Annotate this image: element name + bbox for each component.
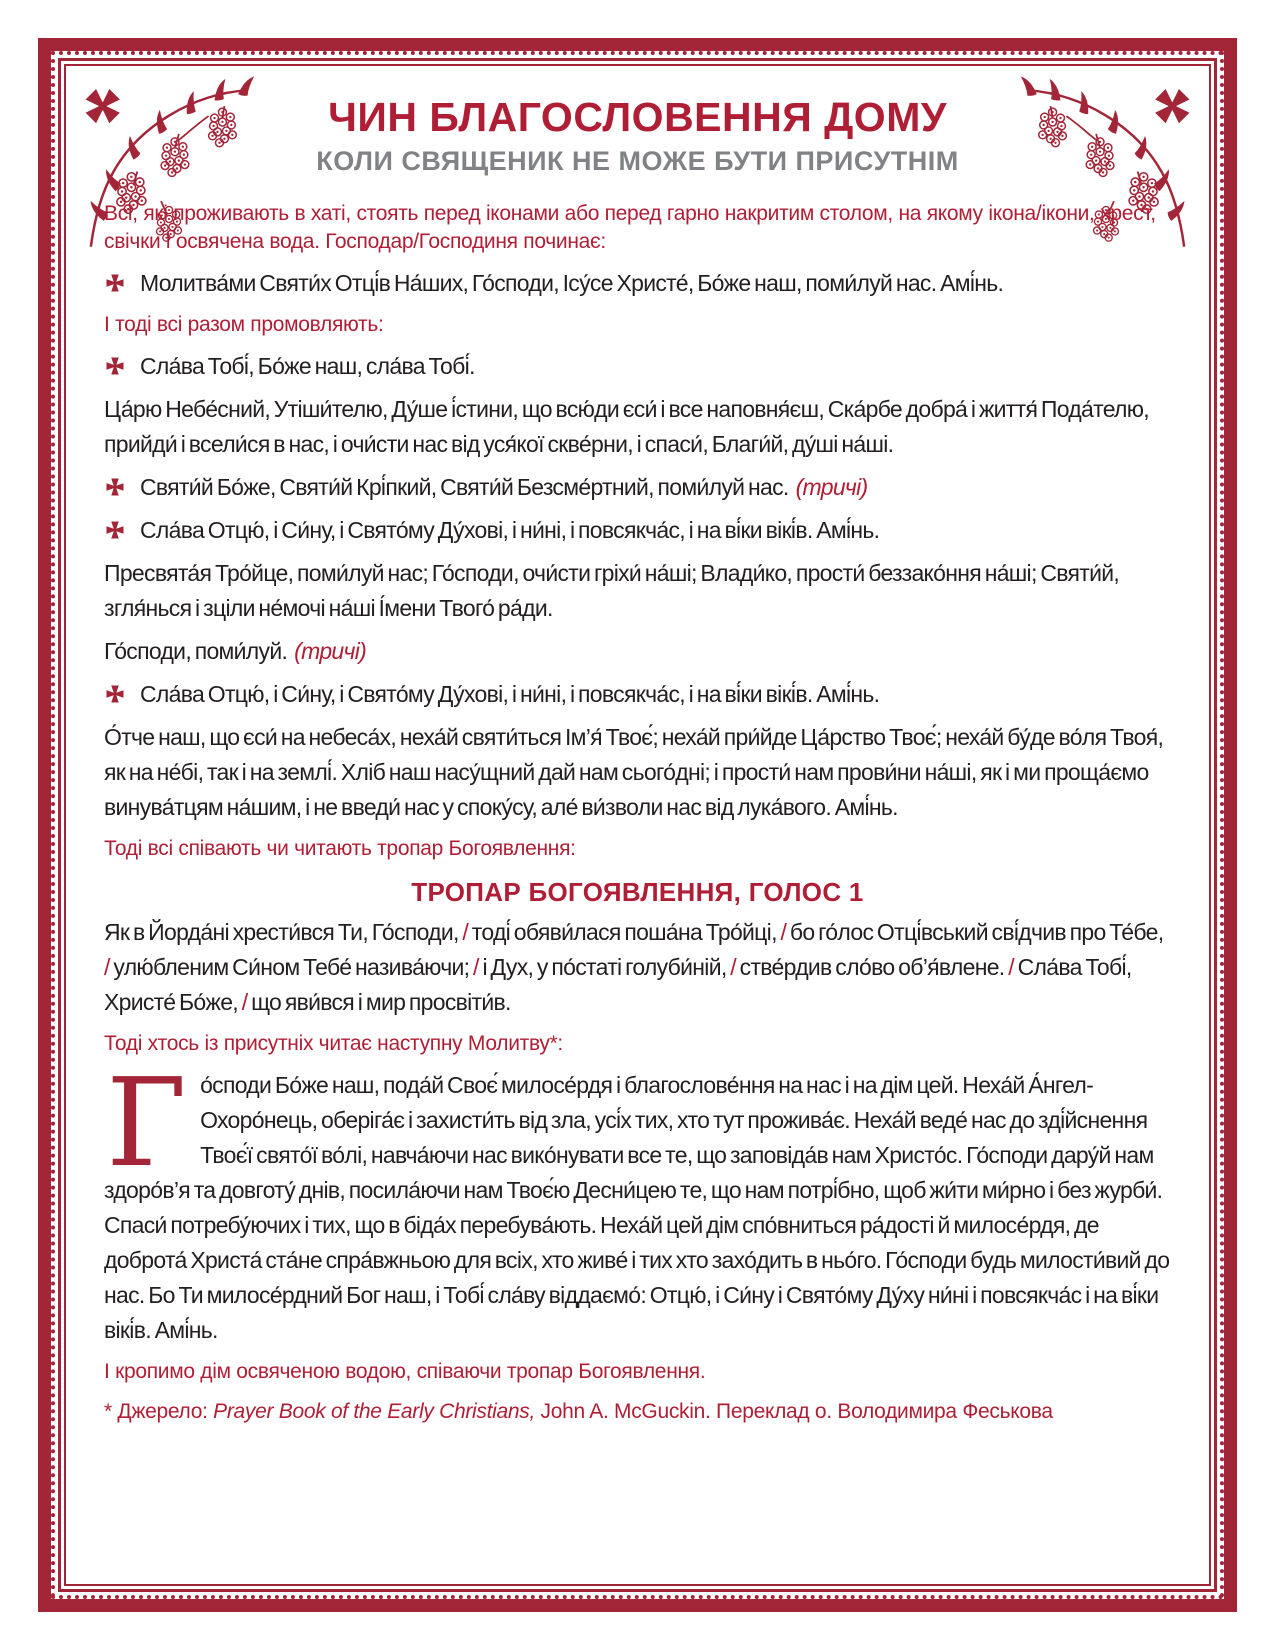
cross-pattee-icon [106,478,124,496]
opening-prayer-line [104,266,1171,301]
thrice-note: (тричі) [294,638,367,664]
page-title: ЧИН БЛАГОСЛОВЕННЯ ДОМУ [328,94,947,140]
rubric-all-together: І тоді всі разом промовляють: [104,313,384,336]
our-father-paragraph: О́тче наш, що єси́ на небеса́х, неха́й святи́ться Ім’я́ Твоє́; неха́й при́йде Ца́рство Твоє́; неха́й бу́де во́ля Твоя́, як на не́бі, так і на землі́. Хліб наш насу́щний дай нам сього́дні; і прости́ нам прови́ни на́ші, як і ми проща́ємо винува́тцям на́шим, і не введи́ нас у споку́су, але́ ви́зволи нас від лука́вого. Амі́нь. [104,724,1164,820]
footnote-source-title: Prayer Book of the Early Christians, [213,1400,535,1423]
gloria-patri-line [104,513,1171,548]
footnote-prefix: * Джерело: [104,1400,214,1423]
opening-prayer-text: Молитва́ми Святи́х Отці́в На́ших, Го́споди, Ісу́се Христе́, Бо́же наш, поми́луй нас. Амі́нь. [140,270,1004,296]
most-holy-trinity-paragraph: Пресвята́я Тро́йце, поми́луй нас; Го́споди, очи́сти гріхи́ на́ші; Влади́ко, прости́ беззако́ння на́ші; Святи́й, згля́нься і зціли не́мочі на́ші І́мени Твого́ ра́ди. [104,560,1120,621]
gloria-patri-text: Сла́ва Отцю́, і Си́ну, і Свято́му Ду́хові, і ни́ні, і повсякча́с, і на ві́ки вікі́в. Амі́нь. [140,681,880,707]
drop-cap-letter: Г [106,1052,187,1194]
thrice-note: (тричі) [795,474,868,500]
footnote-rest: John A. McGuckin. Переклад о. Володимира Феськова [535,1400,1053,1423]
rubric-prayer: Тоді хтось із присутніх читає наступну Молитву*: [104,1032,563,1055]
heavenly-king-paragraph: Ца́рю Небе́сний, Утіши́телю, Ду́ше і́стини, що всю́ди єси́ і все наповня́єш, Ска́рбе добра́ і життя́ Пода́телю, прийди́ і всели́ся в нас, і очи́сти нас від уся́кої скве́рни, і спаси́, Благи́й, ду́ші на́ші. [104,396,1149,457]
glory-to-thee-text: Сла́ва Тобі́, Бо́же наш, сла́ва Тобі́. [140,353,475,379]
house-blessing-prayer-text: о́споди Бо́же наш, пода́й Своє́ милосе́рдя і благослове́ння на нас і на дім цей. Неха́й А́нгел-Охоро́нець, оберіга́є і захисти́ть від зла, усі́х тих, хто тут прожива́є. Неха́й веде́ нас до зді́йснення Твоє́ї свято́ї во́лі, навча́ючи нас вико́нувати все те, що заповіда́в нам Христо́с. Го́споди дару́й нам здоро́в’я та довготу́ днів, посила́ючи нам Твоє́ю Десни́цею те, що нам потрі́бно, щоб жи́ти ми́рно і без журби́. Спаси́ потребу́ючих і тих, що в біда́х перебува́ють. Неха́й цей дім спо́вниться ра́дості й милосе́рдя, де доброта́ Христа́ ста́не спра́вжньою для всіх, хто живе́ і тих хто захо́дить в ньо́го. Го́споди будь милости́вий до нас. Бо Ти милосе́рдний Бог наш, і Тобі́ сла́ву віддаємо́: Отцю́, і Си́ну і Свято́му Ду́ху ни́ні і повсякча́с і на ві́ки вікі́в. Амі́нь. [104,1072,1170,1343]
document-content [66,66,1209,1584]
trisagion-text: Святи́й Бо́же, Святи́й Крі́пкий, Святи́й Безсме́ртний, поми́луй нас. [140,474,789,500]
lord-have-mercy-line [104,634,1171,669]
house-blessing-prayer [104,1052,1171,1348]
lord-have-mercy-text: Го́споди, поми́луй. [104,638,288,664]
troparion-heading: ТРОПАР БОГОЯВЛЕННЯ, ГОЛОС 1 [411,877,864,907]
page-subtitle: КОЛИ СВЯЩЕНИК НЕ МОЖЕ БУТИ ПРИСУТНІМ [316,146,959,176]
cross-pattee-icon [106,357,124,375]
glory-to-thee-line [104,349,1171,384]
cross-pattee-icon [106,274,124,292]
troparion-paragraph: Як в Йорда́ні хрести́вся Ти, Го́споди, / тоді́ обяви́лася поша́на Тро́йці, / бо го́лос Отці́вський сві́дчив про Те́бе, / улю́бленим Си́ном Тебе́ назива́ючи; / і Дух, у по́статі голуби́ній, / стве́рдив сло́во об’я́влене. / Сла́ва Тобі́, Христе́ Бо́же, / що яви́вся і мир просвіти́в. [104,919,1164,1015]
rubric-intro: Всі, які проживають в хаті, стоять перед іконами або перед гарно накритим столом, на якому ікона/ікони, хрест, свічки і освячена вода. Господар/Господиня починає: [104,202,1156,253]
gloria-patri-line-2 [104,677,1171,712]
trisagion-line [104,470,1171,505]
source-footnote [104,1398,1171,1426]
rubric-sprinkling: І кропимо дім освяченою водою, співаючи тропар Богоявлення. [104,1360,706,1383]
gloria-patri-text: Сла́ва Отцю́, і Си́ну, і Свято́му Ду́хові, і ни́ні, і повсякча́с, і на ві́ки вікі́в. Амі́нь. [140,517,880,543]
cross-pattee-icon [106,685,124,703]
cross-pattee-icon [106,521,124,539]
rubric-troparion: Тоді всі співають чи читають тропар Богоявлення: [104,837,576,860]
